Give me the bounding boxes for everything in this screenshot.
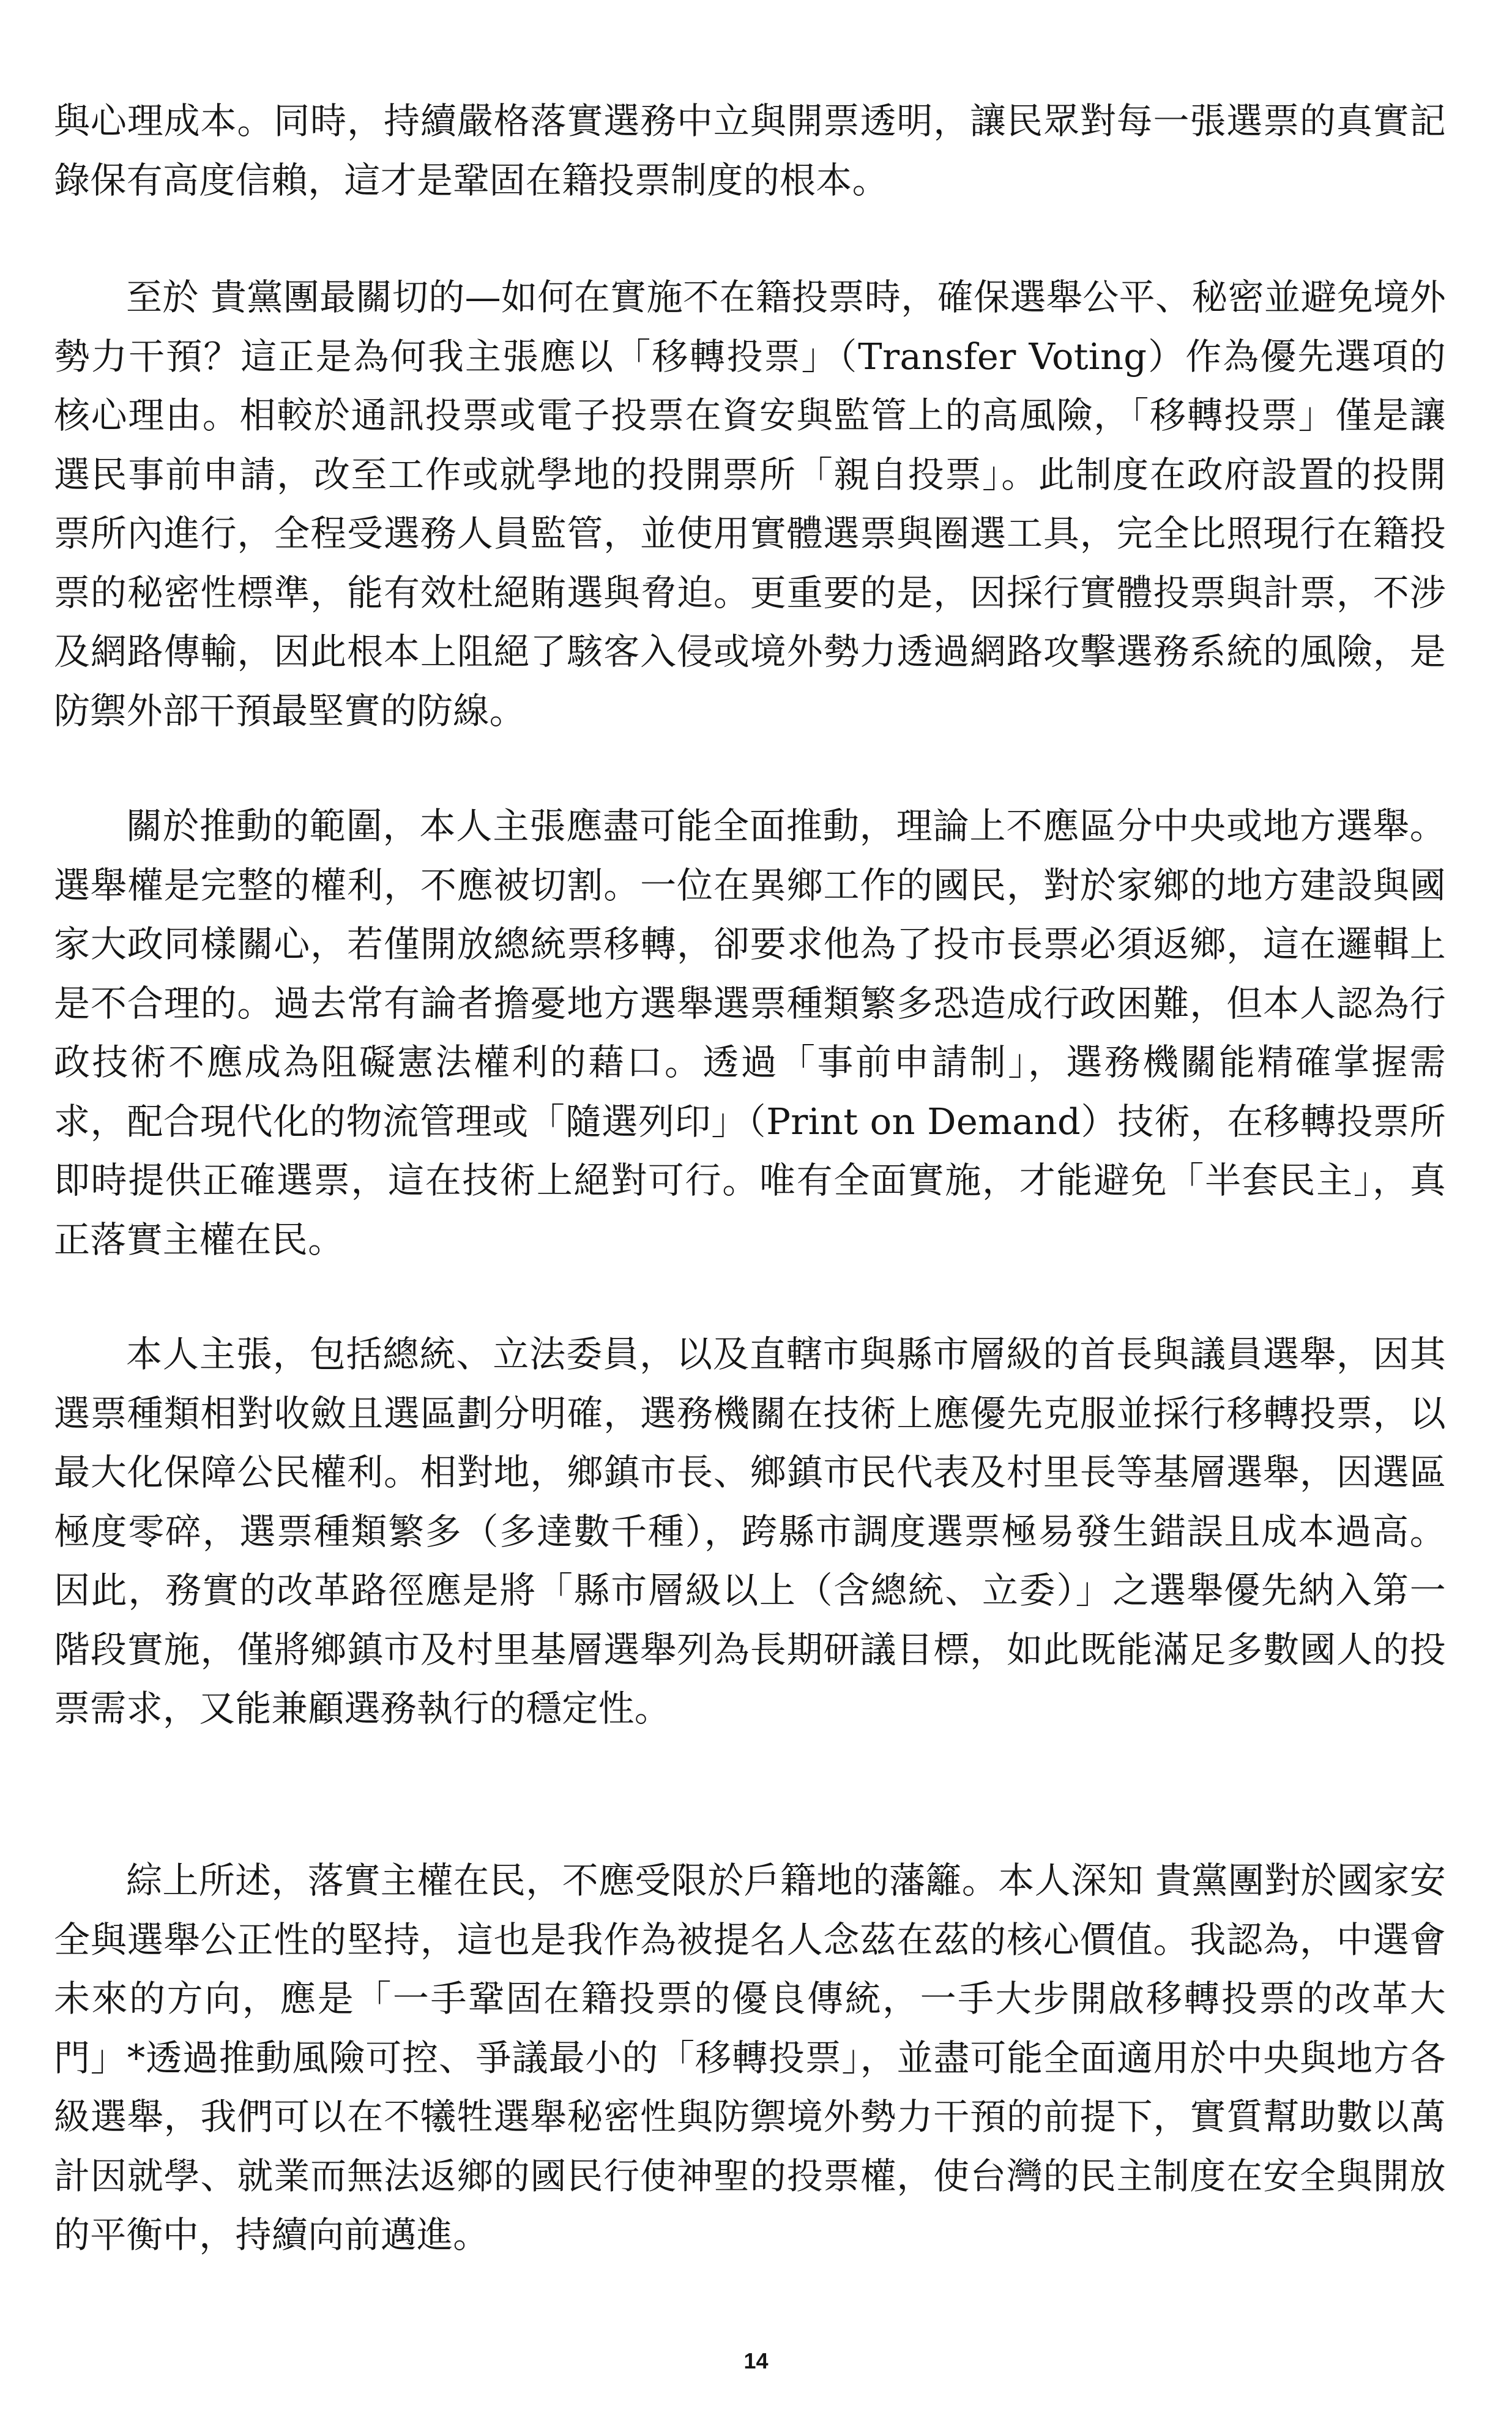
paragraph-text: 至於 貴黨團最關切的—如何在實施不在籍投票時，確保選舉公平、秘密並避免境外勢力干預？這正是為何我主張應以「移轉投票」（Transfer Voting）作為優先選項的核心理由。相較於通訊投票或電子投票在資安與監管上的高風險，「移轉投票」僅是讓選民事前申請，改至工作或就學地的投開票所「親自投票」。此制度在政府設置的投開票所內進行，全程受選務人員監管，並使用實體選票與圈選工具，完全比照現行在籍投票的秘密性標準，能有效杜絕賄選與脅迫。更重要的是，因採行實體投票與計票，不涉及網路傳輸，因此根本上阻絕了駭客入侵或境外勢力透過網路攻擊選務系統的風險，是防禦外部干預最堅實的防線。 xyxy=(54,276,1446,732)
paragraph-conclusion xyxy=(54,1851,1446,2265)
page-number: 14 xyxy=(743,2348,769,2373)
paragraph-text: 綜上所述，落實主權在民，不應受限於戶籍地的藩籬。本人深知 貴黨團對於國家安全與選舉公正性的堅持，這也是我作為被提名人念茲在茲的核心價值。我認為，中選會未來的方向，應是「一手鞏固在籍投票的優良傳統，一手大步開啟移轉投票的改革大門」*透過推動風險可控、爭議最小的「移轉投票」，並盡可能全面適用於中央與地方各級選舉，我們可以在不犧牲選舉秘密性與防禦境外勢力干預的前提下，實質幫助數以萬計因就學、就業而無法返鄉的國民行使神聖的投票權，使台灣的民主制度在安全與開放的平衡中，持續向前邁進。 xyxy=(54,1859,1446,2256)
paragraph-transfer-voting xyxy=(54,268,1446,741)
paragraph-continuation xyxy=(54,92,1446,210)
paragraph-text: 本人主張，包括總統、立法委員，以及直轄市與縣市層級的首長與議員選舉，因其選票種類相對收斂且選區劃分明確，選務機關在技術上應優先克服並採行移轉投票，以最大化保障公民權利。相對地，鄉鎮市長、鄉鎮市民代表及村里長等基層選舉，因選區極度零碎，選票種類繁多（多達數千種），跨縣市調度選票極易發生錯誤且成本過高。因此，務實的改革路徑應是將「縣市層級以上（含總統、立委）」之選舉優先納入第一階段實施，僅將鄉鎮市及村里基層選舉列為長期研議目標，如此既能滿足多數國人的投票需求，又能兼顧選務執行的穩定性。 xyxy=(54,1333,1446,1730)
paragraph-election-levels xyxy=(54,1325,1446,1739)
paragraph-text: 與心理成本。同時，持續嚴格落實選務中立與開票透明，讓民眾對每一張選票的真實記錄保有高度信賴，這才是鞏固在籍投票制度的根本。 xyxy=(54,100,1446,201)
paragraph-scope xyxy=(54,797,1446,1269)
paragraph-text: 關於推動的範圍，本人主張應盡可能全面推動，理論上不應區分中央或地方選舉。選舉權是完整的權利，不應被切割。一位在異鄉工作的國民，對於家鄉的地方建設與國家大政同樣關心，若僅開放總統票移轉，卻要求他為了投市長票必須返鄉，這在邏輯上是不合理的。過去常有論者擔憂地方選舉選票種類繁多恐造成行政困難，但本人認為行政技術不應成為阻礙憲法權利的藉口。透過「事前申請制」，選務機關能精確掌握需求，配合現代化的物流管理或「隨選列印」（Print on Demand）技術，在移轉投票所即時提供正確選票，這在技術上絕對可行。唯有全面實施，才能避免「半套民主」，真正落實主權在民。 xyxy=(54,805,1446,1261)
